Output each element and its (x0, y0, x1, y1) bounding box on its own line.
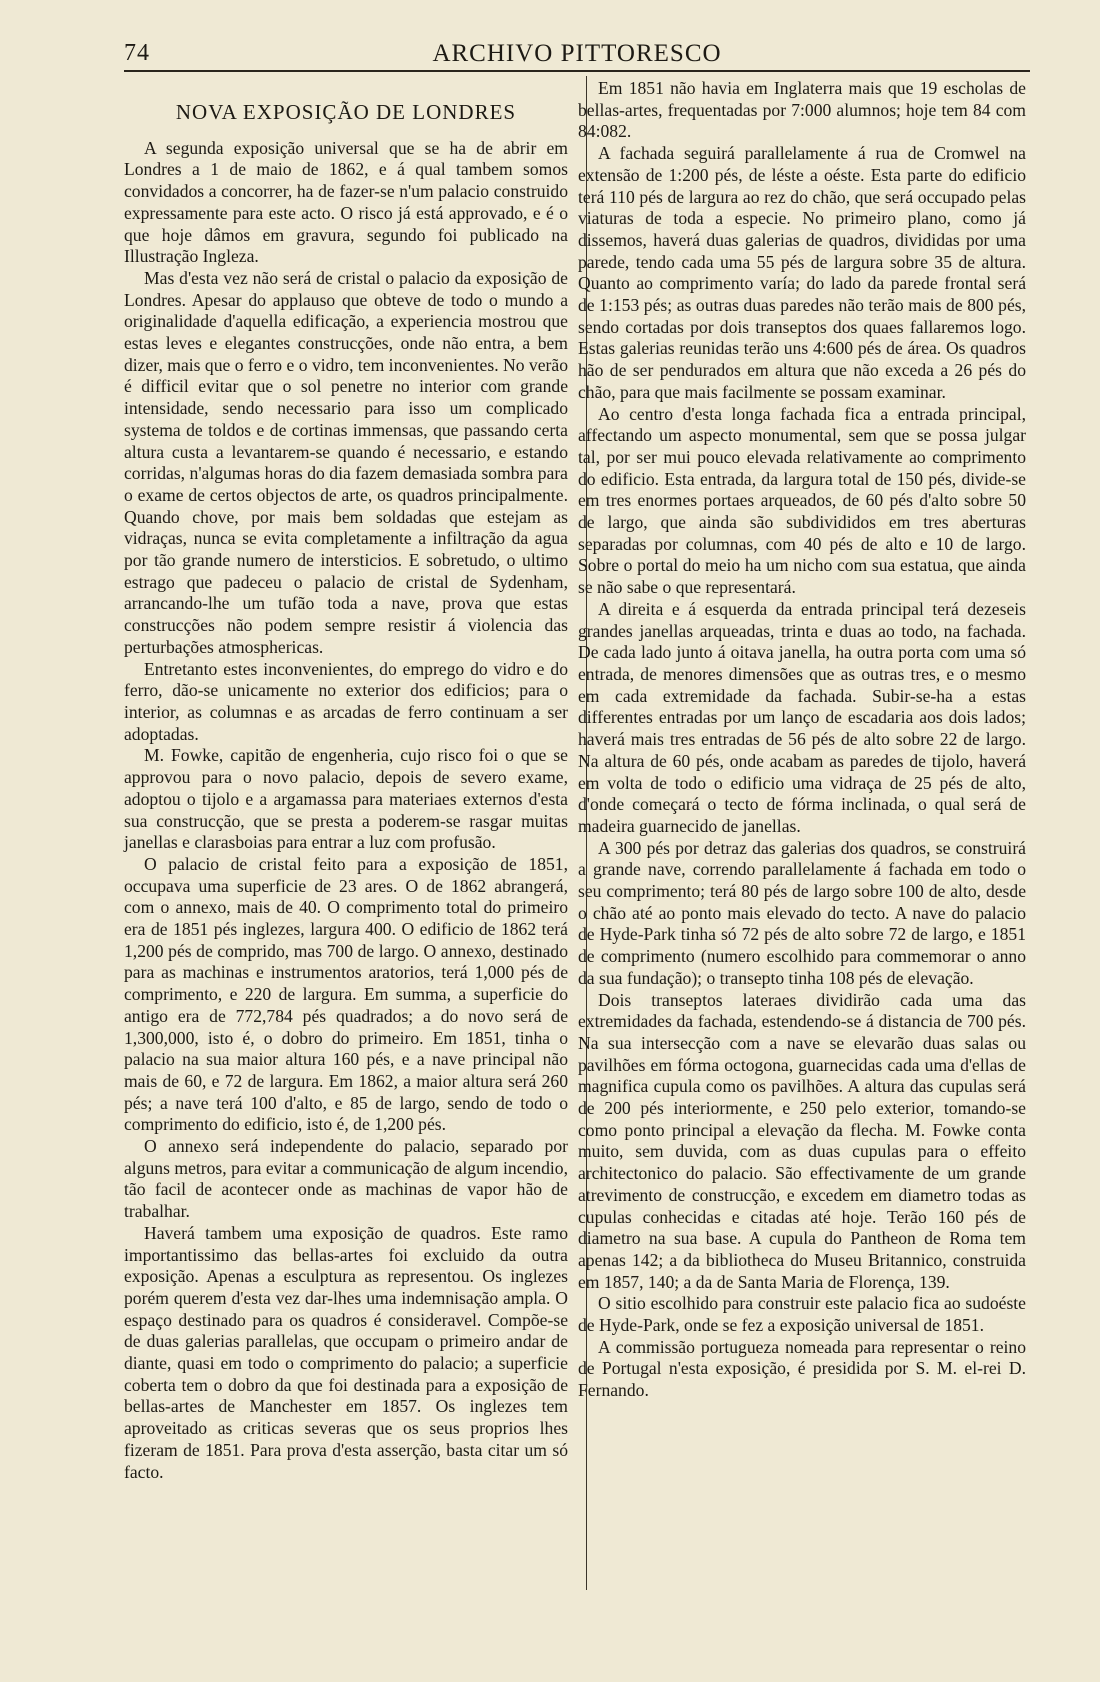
paragraph: A commissão portugueza nomeada para representar o reino de Portugal n'esta exposição, é presidida por S. M. el-rei D. Fernando. (578, 1336, 1026, 1401)
article-title: NOVA EXPOSIÇÃO DE LONDRES (175, 100, 517, 124)
paragraph: A 300 pés por detraz das galerias dos quadros, se construirá a grande nave, correndo parallelamente á fachada em todo o seu comprimento; terá 80 pés de largo sobre 100 de alto, desde o chão até ao ponto mais elevado do tecto. A nave do palacio de Hyde-Park tinha só 72 pés de alto sobre 72 de largo, e 1851 de comprimento (numero escolhido para commemorar o anno da sua fundação); o transepto tinha 108 pés de elevação. (578, 837, 1026, 988)
paragraph: A direita e á esquerda da entrada principal terá dezeseis grandes janellas arqueadas, trinta e duas ao todo, na fachada. De cada lado junto á oitava janella, ha outra porta com uma só entrada, de menores dimensões que as outras tres, e o mesmo em cada extremidade da fachada. Subir-se-ha a estas differentes entradas por um lanço de escadaria aos dois lados; haverá mais tres entradas de 56 pés de alto sobre 22 de largo. Na altura de 60 pés, onde acabam as paredes de tijolo, haverá em volta de todo o edificio uma vidraça de 25 pés de alto, d'onde começará o tecto de fórma inclinada, o qual será de madeira guarnecido de janellas. (578, 598, 1026, 836)
right-column (578, 78, 1026, 1402)
left-column (124, 96, 568, 1483)
journal-title: ARCHIVO PITTORESCO (432, 40, 722, 67)
paragraph: M. Fowke, capitão de engenheria, cujo risco foi o que se approvou para o novo palacio, depois de severo exame, adoptou o tijolo e a argamassa para materiaes externos d'esta sua construcção, que se presta a poderem-se rasgar muitas janellas e clarasboias para entrar a luz com profusão. (124, 745, 568, 853)
paragraph: O annexo será independente do palacio, separado por alguns metros, para evitar a communicação de algum incendio, tão facil de acontecer onde as machinas de vapor hão de trabalhar. (124, 1136, 568, 1222)
paragraph: O palacio de cristal feito para a exposição de 1851, occupava uma superficie de 23 ares. O de 1862 abrangerá, com o annexo, mais de 40. O comprimento total do primeiro era de 1851 pés inglezes, largura 400. O edificio de 1862 terá 1,200 pés de comprido, mas 700 de largo. O annexo, destinado para as machinas e instrumentos aratorios, terá 1,000 pés de comprimento, e 220 de largura. Em summa, a superficie do antigo era de 772,784 pés quadrados; a do novo será de 1,300,000, isto é, o dobro do primeiro. Em 1851, tinha o palacio na sua maior altura 160 pés, e a nave principal não mais de 60, e 72 de largura. Em 1862, a maior altura será 260 pés; a nave terá 100 d'alto, e 85 de largo, sendo de todo o comprimento do edificio, isto é, de 1,200 pés. (124, 853, 568, 1135)
page-number: 74 (124, 40, 150, 66)
paragraph: Mas d'esta vez não será de cristal o palacio da exposição de Londres. Apesar do applauso que obteve de todo o mundo a originalidade d'aquella edificação, a experiencia mostrou que estas leves e elegantes construcções, onde não entra, a bem dizer, mais que o ferro e o vidro, tem inconvenientes. No verão é difficil evitar que o sol penetre no interior com grande intensidade, sendo necessario para isso um complicado systema de toldos e de cortinas immensas, que passando certa altura custa a levantarem-se quando é necessario, e estando corridas, n'algumas horas do dia fazem demasiada sombra para o exame de certos objectos de arte, os quadros principalmente. Quando chove, por mais bem soldadas que estejam as vidraças, nunca se evita completamente a infiltração da agua por tão grande numero de intersticios. E sobretudo, o ultimo estrago que padeceu o palacio de cristal de Sydenham, arrancando-lhe um tufão toda a nave, prova que estas construcções não podem sempre resistir á violencia das perturbações atmosphericas. (124, 267, 568, 657)
page-header (124, 36, 1030, 70)
header-rule (124, 70, 1030, 72)
paragraph: Entretanto estes inconvenientes, do emprego do vidro e do ferro, dão-se unicamente no exterior dos edificios; para o interior, as columnas e as arcadas de ferro continuam a ser adoptadas. (124, 658, 568, 744)
paragraph: A segunda exposição universal que se ha de abrir em Londres a 1 de maio de 1862, e á qual tambem somos convidados a concorrer, ha de fazer-se n'um palacio construido expressamente para este acto. O risco já está approvado, e é o que hoje dâmos em gravura, segundo foi publicado na Illustração Ingleza. (124, 137, 568, 267)
paragraph: Haverá tambem uma exposição de quadros. Este ramo importantissimo das bellas-artes foi excluido da outra exposição. Apenas a esculptura as representou. Os inglezes porém querem d'esta vez dar-lhes uma indemnisação ampla. O espaço destinado para os quadros é consideravel. Compõe-se de duas galerias parallelas, que occupam o primeiro andar de diante, quasi em todo o comprimento do palacio; a superficie coberta tem o dobro da que foi destinada para a exposição de bellas-artes de Manchester em 1857. Os inglezes tem aproveitado as criticas severas que os seus proprios lhes fizeram de 1851. Para prova d'esta asserção, basta citar um só facto. (124, 1222, 568, 1482)
paragraph: Em 1851 não havia em Inglaterra mais que 19 escholas de bellas-artes, frequentadas por 7:000 alumnos; hoje tem 84 com 84:082. (578, 78, 1026, 142)
paragraph: Ao centro d'esta longa fachada fica a entrada principal, affectando um aspecto monumental, sem que se possa julgar tal, por ser mui pouco elevada relativamente ao comprimento do edificio. Esta entrada, da largura total de 150 pés, divide-se em tres enormes portaes arqueados, de 60 pés d'alto sobre 50 de largo, que ainda são subdivididos em tres aberturas separadas por columnas, com 40 pés de alto e 10 de largo. Sobre o portal do meio ha um nicho com sua estatua, que ainda se não sabe o que representará. (578, 403, 1026, 598)
paragraph: A fachada seguirá parallelamente á rua de Cromwel na extensão de 1:200 pés, de léste a oéste. Esta parte do edificio terá 110 pés de largura ao rez do chão, que será occupado pelas viaturas de toda a especie. No primeiro plano, como já dissemos, haverá duas galerias de quadros, divididas por uma parede, tendo cada uma 55 pés de largura sobre 35 de altura. Quanto ao comprimento varía; do lado da parede frontal será de 1:153 pés; as outras duas paredes não terão mais de 800 pés, sendo cortadas por dois transeptos dos quaes fallaremos logo. Estas galerias reunidas terão uns 4:600 pés de área. Os quadros hão de ser pendurados em altura que não exceda a 26 pés do chão, para que mais facilmente se possam examinar. (578, 143, 1026, 402)
paragraph: O sitio escolhido para construir este palacio fica ao sudoéste de Hyde-Park, onde se fez a exposição universal de 1851. (578, 1293, 1026, 1336)
paragraph: Dois transeptos lateraes dividirão cada uma das extremidades da fachada, estendendo-se á distancia de 700 pés. Na sua intersecção com a nave se elevarão duas salas ou pavilhões em fórma octogona, guarnecidas cada uma d'ellas de magnifica cupula como os pavilhões. A altura das cupulas será de 200 pés interiormente, e 250 pelo exterior, tomando-se como ponto principal a elevação da flecha. M. Fowke conta muito, sem duvida, com as duas cupulas para o effeito architectonico do palacio. São effectivamente de um grande atrevimento de construcção, e excedem em diametro todas as cupulas conhecidas e citadas até hoje. Terão 160 pés de diametro na sua base. A cupula do Pantheon de Roma tem apenas 142; a da bibliotheca do Museu Britannico, construida em 1857, 140; a da de Santa Maria de Florença, 139. (578, 989, 1026, 1292)
